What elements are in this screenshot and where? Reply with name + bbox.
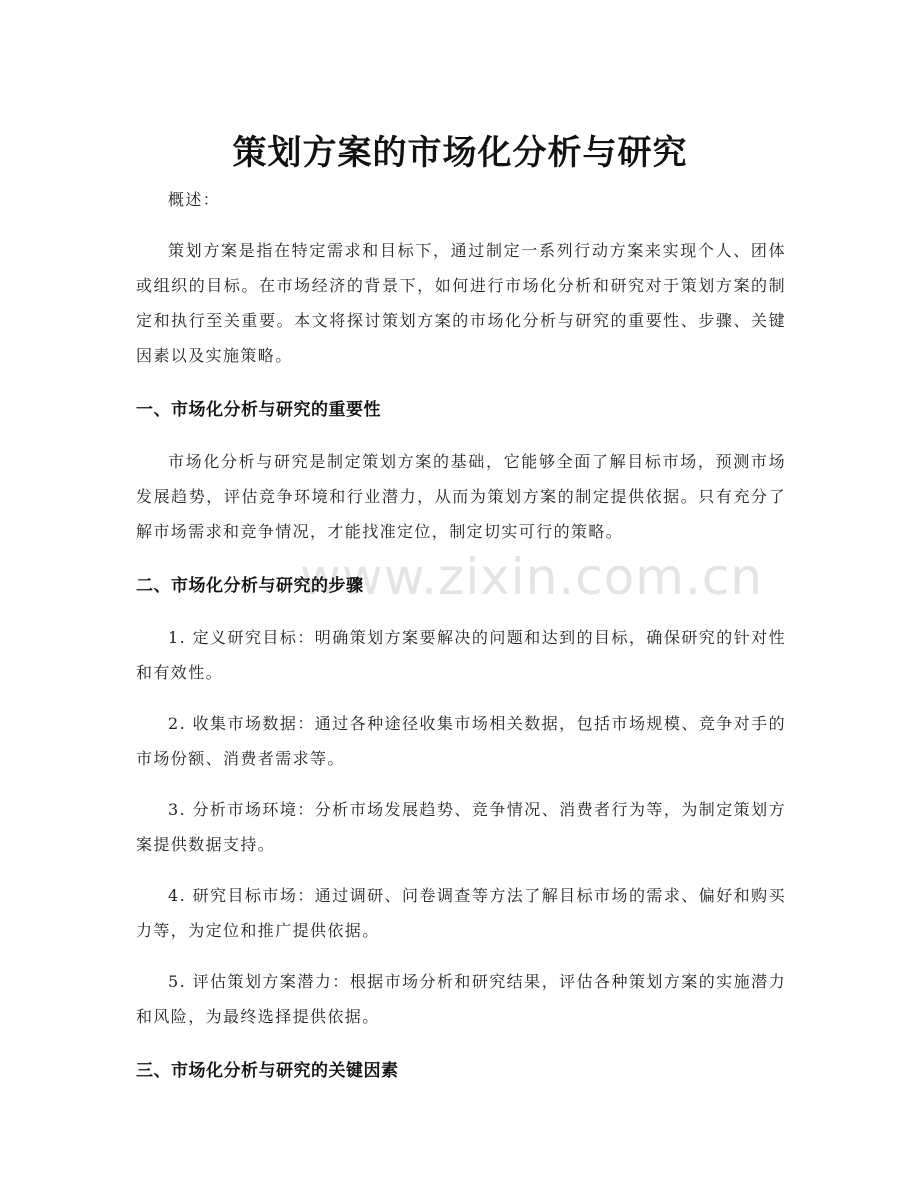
- watermark: www.zixin.com.cn: [300, 548, 764, 606]
- document-title: 策划方案的市场化分析与研究: [232, 132, 688, 173]
- section-heading-importance: 一、市场化分析与研究的重要性: [136, 400, 381, 420]
- step-item: 4. 研究目标市场：通过调研、问卷调查等方法了解目标市场的需求、偏好和购买力等，为定位和推广提供依据。: [136, 886, 786, 940]
- step-item: 1. 定义研究目标：明确策划方案要解决的问题和达到的目标，确保研究的针对性和有效性。: [136, 628, 786, 682]
- section-heading-steps: 二、市场化分析与研究的步骤: [136, 576, 364, 596]
- step-item: 5. 评估策划方案潜力：根据市场分析和研究结果，评估各种策划方案的实施潜力和风险，为最终选择提供依据。: [136, 972, 786, 1026]
- intro-paragraph: 策划方案是指在特定需求和目标下，通过制定一系列行动方案来实现个人、团体或组织的目标。在市场经济的背景下，如何进行市场化分析和研究对于策划方案的制定和执行至关重要。本文将探讨策划方案的市场化分析与研究的重要性、步骤、关键因素以及实施策略。: [136, 241, 786, 365]
- document-body: [136, 182, 786, 1089]
- step-item: 3. 分析市场环境：分析市场发展趋势、竞争情况、消费者行为等，为制定策划方案提供数据支持。: [136, 800, 786, 854]
- step-item: 2. 收集市场数据：通过各种途径收集市场相关数据，包括市场规模、竞争对手的市场份额、消费者需求等。: [136, 714, 786, 768]
- overview-label: 概述：: [168, 190, 221, 209]
- importance-paragraph: 市场化分析与研究是制定策划方案的基础，它能够全面了解目标市场，预测市场发展趋势，评估竞争环境和行业潜力，从而为策划方案的制定提供依据。只有充分了解市场需求和竞争情况，才能找准定位，制定切实可行的策略。: [136, 452, 786, 541]
- section-heading-key-factors: 三、市场化分析与研究的关键因素: [136, 1061, 399, 1081]
